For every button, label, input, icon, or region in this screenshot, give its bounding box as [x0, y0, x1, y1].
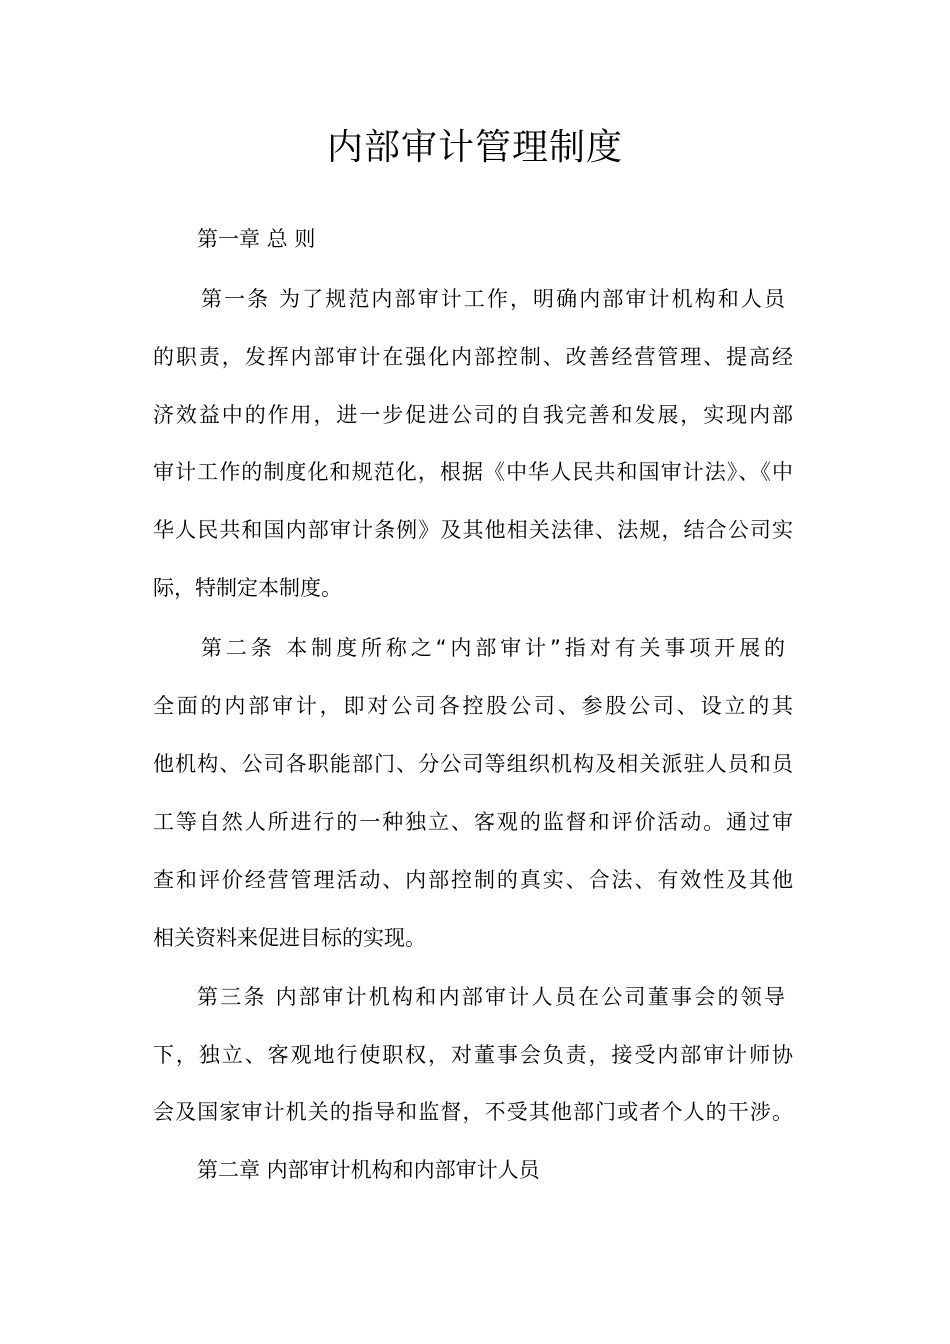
- article-2-line: 全面的内部审计，即对公司各控股公司、参股公司、设立的其: [153, 694, 793, 718]
- article-1-line: 际，特制定本制度。: [153, 576, 342, 600]
- chapter-1-heading: 第一章 总 则: [197, 227, 316, 251]
- article-1-line: 审计工作的制度化和规范化，根据《中华人民共和国审计法》、《中: [153, 460, 793, 484]
- article-2-line: 相关资料来促进目标的实现。: [153, 926, 426, 950]
- article-2-line: 工等自然人所进行的一种独立、客观的监督和评价活动。通过审: [153, 810, 793, 834]
- article-3-line: 第三条 内部审计机构和内部审计人员在公司董事会的领导: [197, 985, 785, 1009]
- article-1-line: 第一条 为了规范内部审计工作，明确内部审计机构和人员: [201, 287, 785, 311]
- article-1-line: 的职责，发挥内部审计在强化内部控制、改善经营管理、提高经: [153, 345, 793, 369]
- article-2-line: 第二条 本制度所称之“内部审计”指对有关事项开展的: [201, 636, 785, 660]
- document-title: 内部审计管理制度: [326, 127, 623, 168]
- article-2-line: 他机构、公司各职能部门、分公司等组织机构及相关派驻人员和员: [153, 752, 793, 776]
- article-3-line: 会及国家审计机关的指导和监督，不受其他部门或者个人的干涉。: [153, 1100, 793, 1124]
- chapter-2-heading: 第二章 内部审计机构和内部审计人员: [197, 1158, 540, 1182]
- article-1-line: 华人民共和国内部审计条例》及其他相关法律、法规，结合公司实: [153, 518, 793, 542]
- article-1-line: 济效益中的作用，进一步促进公司的自我完善和发展，实现内部: [153, 403, 793, 427]
- article-2-line: 查和评价经营管理活动、内部控制的真实、合法、有效性及其他: [153, 868, 793, 892]
- article-3-line: 下，独立、客观地行使职权，对董事会负责，接受内部审计师协: [153, 1043, 793, 1067]
